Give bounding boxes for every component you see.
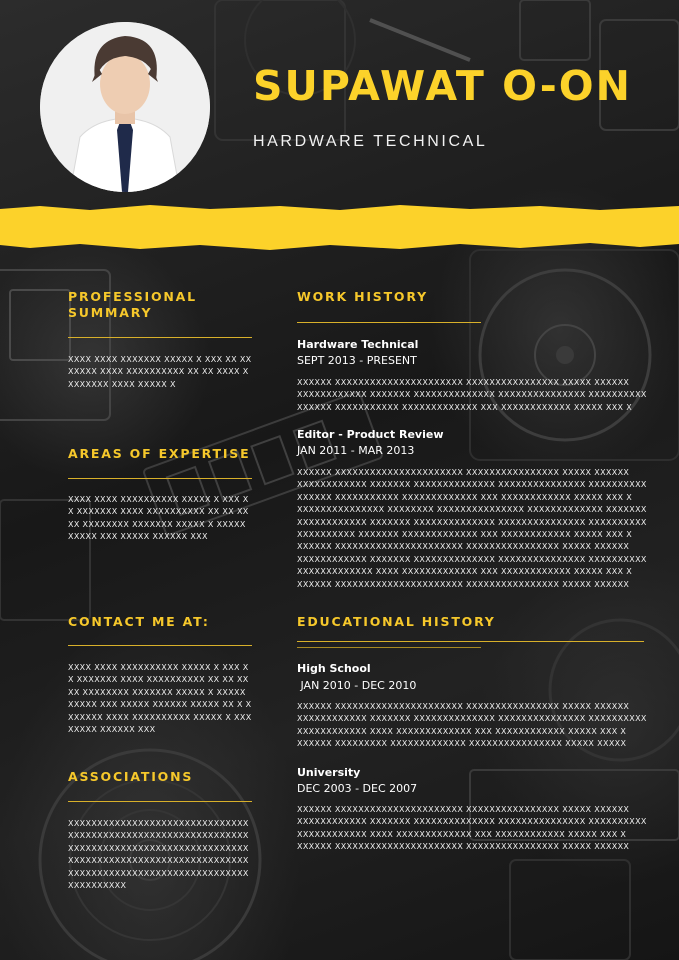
- summary-divider: [68, 337, 252, 338]
- job-date-1: SEPT 2013 - PRESENT: [297, 354, 417, 367]
- contact-heading: CONTACT ME AT:: [68, 614, 210, 629]
- education-heading: EDUCATIONAL HISTORY: [297, 614, 496, 629]
- expertise-heading: AREAS OF EXPERTISE: [68, 446, 251, 461]
- education-divider: [297, 641, 644, 642]
- education-divider-secondary: [297, 647, 481, 648]
- expertise-text: XXXX XXXX XXXXXXXXXX XXXXX X XXX XX XXXXXXX XXXX XXXXXXXXXX XX XX XXXX XXXXXXXX XXXXXXX XXXXX X XXXXX XXXXX XXX XXXXX XXXXXX XXX: [68, 495, 249, 542]
- associations-divider: [68, 801, 252, 802]
- summary-heading: PROFESSIONAL SUMMARY: [68, 289, 197, 320]
- job-title-2: Editor - Product Review: [297, 428, 444, 441]
- person-portrait-icon: [40, 22, 210, 192]
- school-title-1: High School: [297, 662, 371, 675]
- contact-text: XXXX XXXX XXXXXXXXXX XXXXX X XXX XX XXXXXXX XXXX XXXXXXXXXX XX XX XXXX XXXXXXXX XXXXXXX XXXXX X XXXXX XXXXX XXX XXXXX XXXXXX XXXXX XX X XXXXXXX XXXX XXXXXXXXXX XXXXX X XXX XXXXX XXXXXX XXX: [68, 663, 252, 735]
- associations-heading: ASSOCIATIONS: [68, 769, 194, 784]
- job-title-1: Hardware Technical: [297, 338, 419, 351]
- expertise-divider: [68, 478, 252, 479]
- school-date-2: DEC 2003 - DEC 2007: [297, 782, 418, 795]
- summary-text: XXXX XXXX XXXXXXX XXXXX X XXX XX XXXXXXX XXXX XXXXXXXXXX XX XX XXXX XXXXXXXX XXXX XXXXX X: [68, 355, 252, 389]
- job-date-2: JAN 2011 - MAR 2013: [297, 444, 415, 457]
- candidate-role: HARDWARE TECHNICAL: [253, 133, 488, 150]
- school-description-1: XXXXXX XXXXXXXXXXXXXXXXXXXXXX XXXXXXXXXXXXXXXX XXXXX XXXXXX XXXXXXXXXXXX XXXXXXX XXXXXXXXXXXXXX XXXXXXXXXXXXXXX XXXXXXXXXX XXXXXXXXXXXX XXXX XXXXXXXXXXXXX XXX XXXXXXXXXXXX XXXXX XXX X XXXXXX XXXXXXXXX XXXXXXXXXXXXX XXXXXXXXXXXXXXXX XXXXX XXXXX: [297, 702, 647, 749]
- work-heading: WORK HISTORY: [297, 289, 428, 304]
- school-description-2: XXXXXX XXXXXXXXXXXXXXXXXXXXXX XXXXXXXXXXXXXXXX XXXXX XXXXXX XXXXXXXXXXXX XXXXXXX XXXXXXXXXXXXXX XXXXXXXXXXXXXXX XXXXXXXXXX XXXXXXXXXXXX XXXX XXXXXXXXXXXXX XXX XXXXXXXXXXXX XXXXX XXX X XXXXXX XXXXXXXXXXXXXXXXXXXXXX XXXXXXXXXXXXXXXX XXXXX XXXXXX: [297, 805, 647, 852]
- profile-photo: [40, 22, 210, 192]
- contact-divider: [68, 645, 252, 646]
- job-description-2: XXXXXX XXXXXXXXXXXXXXXXXXXXXX XXXXXXXXXXXXXXXX XXXXX XXXXXX XXXXXXXXXXXX XXXXXXX XXXXXXXXXXXXXX XXXXXXXXXXXXXXX XXXXXXXXXX XXXXXX XXXXXXXXXXX XXXXXXXXXXXXX XXX XXXXXXXXXXXX XXXXX XXX X XXXXXXXXXXXXXXX XXXXXXXX XXXXXXXXXXXXXXX XXXXXXXXXXXXX XXXXXXX XXXXXXXXXXXX XXXXXXX XXXXXXXXXXXXXX XXXXXXXXXXXXXXX XXXXXXXXXX XXXXXXXXXX XXXXXXX XXXXXXXXXXXXX XXX XXXXXXXXXXXX XXXXX XXX X XXXXXX XXXXXXXXXXXXXXXXXXXXXX XXXXXXXXXXXXXXXX XXXXX XXXXXX XXXXXXXXXXXX XXXXXXX XXXXXXXXXXXXXX XXXXXXXXXXXXXXX XXXXXXXXXX XXXXXXXXXXXXX XXXX XXXXXXXXXXXXX XXX XXXXXXXXXXXX XXXXX XXX X XXXXXX XXXXXXXXXXXXXXXXXXXXXX XXXXXXXXXXXXXXXX XXXXX XXXXXX: [297, 468, 647, 589]
- school-title-2: University: [297, 766, 361, 779]
- work-divider: [297, 322, 481, 323]
- job-description-1: XXXXXX XXXXXXXXXXXXXXXXXXXXXX XXXXXXXXXXXXXXXX XXXXX XXXXXX XXXXXXXXXXXX XXXXXXX XXXXXXXXXXXXXX XXXXXXXXXXXXXXX XXXXXXXXXX XXXXXX XXXXXXXXXXX XXXXXXXXXXXXX XXX XXXXXXXXXXXX XXXXX XXX X: [297, 378, 647, 412]
- school-date-1: JAN 2010 - DEC 2010: [297, 679, 417, 692]
- candidate-name: SUPAWAT O-ON: [253, 62, 632, 110]
- associations-text: XXXXXXXXXXXXXXXXXXXXXXXXXXXXXXXXXXXXXXXXXXXXXXXXXXXXXXXXXXXXXXXXXXXXXXXXXXXXXXXXXXXXXXXXXXXXXXXXXXXXXXXXXXXXXXXXXXXXXXXXXXXXXXXXXXXXXXXXXXXXXXXXXXXXXXXXXXXXXXXXXXXXX: [68, 819, 249, 891]
- yellow-accent-band: [0, 200, 679, 256]
